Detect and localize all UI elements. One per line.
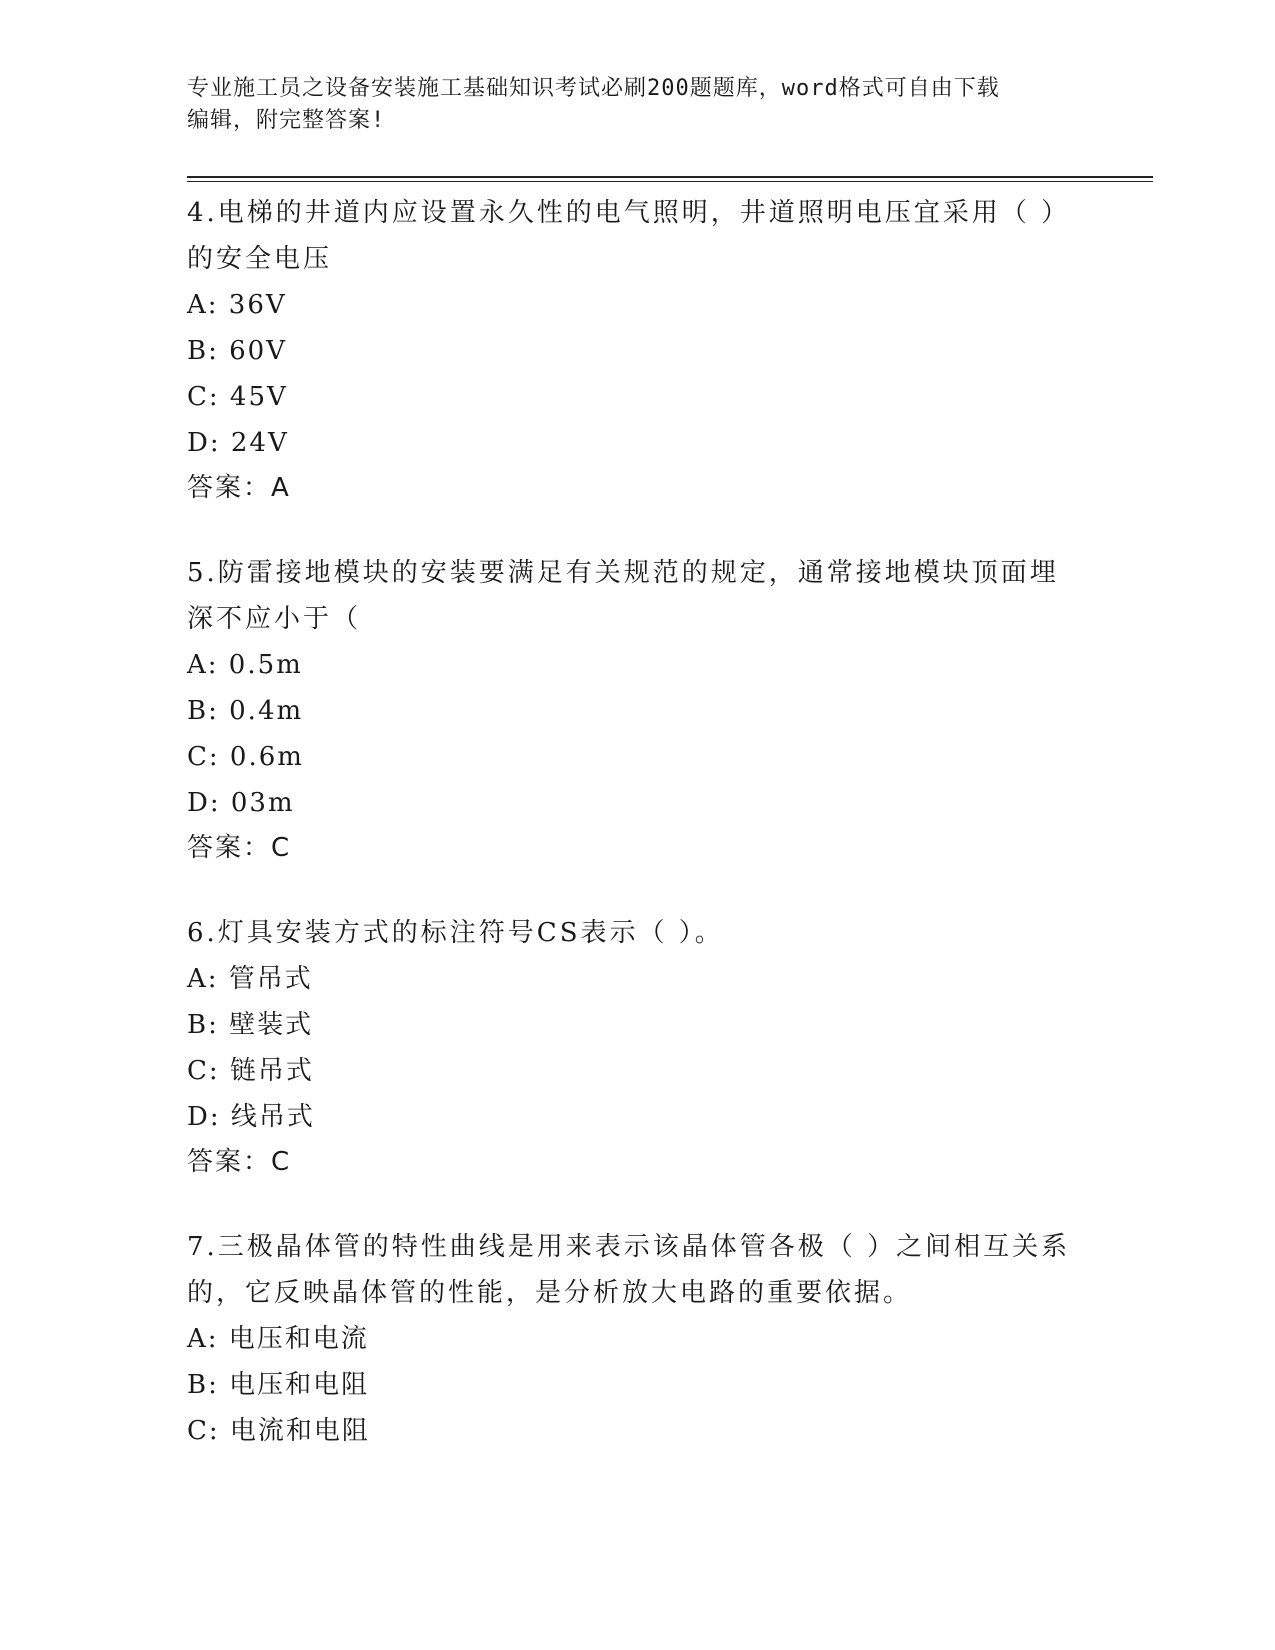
- option-c: C: 电流和电阻: [187, 1416, 370, 1446]
- question-text-line1: 5.防雷接地模块的安装要满足有关规范的规定，通常接地模块顶面埋: [187, 558, 1059, 588]
- question-7: [187, 1224, 1087, 1454]
- option-c: C: 链吊式: [187, 1056, 314, 1086]
- question-list: [187, 190, 1087, 1494]
- option-d: D: 24V: [187, 428, 289, 458]
- question-text-line1: 4.电梯的井道内应设置永久性的电气照明，井道照明电压宜采用（ ）: [187, 198, 1071, 228]
- header-title-line2: 编辑，附完整答案!: [187, 108, 386, 133]
- header-title-line1: 专业施工员之设备安装施工基础知识考试必刷200题题库，word格式可自由下载: [187, 76, 1000, 101]
- document-header: [187, 73, 1067, 137]
- option-a: A: 0.5m: [187, 650, 303, 680]
- question-text-line1: 7.三极晶体管的特性曲线是用来表示该晶体管各极（ ）之间相互关系: [187, 1232, 1071, 1262]
- header-divider-thin: [187, 181, 1153, 182]
- question-text-line2: 的，它反映晶体管的性能，是分析放大电路的重要依据。: [187, 1278, 913, 1308]
- option-a: A: 管吊式: [187, 964, 313, 994]
- option-a: A: 电压和电流: [187, 1324, 369, 1354]
- question-5: [187, 550, 1087, 870]
- option-a: A: 36V: [187, 290, 287, 320]
- header-divider-thick: [187, 176, 1153, 178]
- question-6: [187, 910, 1087, 1184]
- answer-label: 答案：A: [187, 473, 291, 503]
- option-d: D: 03m: [187, 788, 295, 818]
- option-b: B: 电压和电阻: [187, 1370, 370, 1400]
- option-b: B: 壁装式: [187, 1010, 314, 1040]
- option-b: B: 0.4m: [187, 696, 304, 726]
- option-c: C: 45V: [187, 382, 288, 412]
- option-b: B: 60V: [187, 336, 287, 366]
- question-text-line1: 6.灯具安装方式的标注符号CS表示（ ）。: [187, 918, 724, 948]
- question-4: [187, 190, 1087, 510]
- question-text-line2: 的安全电压: [187, 244, 333, 274]
- option-d: D: 线吊式: [187, 1102, 315, 1132]
- option-c: C: 0.6m: [187, 742, 304, 772]
- question-text-line2: 深不应小于（: [187, 604, 362, 634]
- answer-label: 答案：C: [187, 1147, 292, 1177]
- answer-label: 答案：C: [187, 833, 292, 863]
